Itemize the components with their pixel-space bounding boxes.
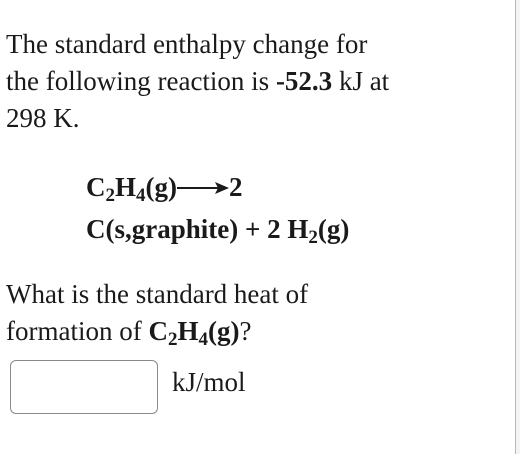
reactant-h: H — [115, 172, 137, 202]
formula-state: (g) — [207, 316, 240, 346]
product-h-subscript: 2 — [308, 227, 318, 248]
formula-c: C — [148, 316, 168, 346]
prompt-line-2 — [6, 313, 466, 350]
reactant-c-subscript: 2 — [105, 185, 115, 206]
reaction-equation — [86, 166, 349, 250]
question-line-2-suffix: kJ at — [332, 66, 390, 96]
prompt-text — [6, 276, 466, 350]
product-coefficient: 2 — [229, 172, 243, 202]
question-line-2-prefix: the following reaction is — [6, 66, 276, 96]
question-line-1: The standard enthalpy change for — [6, 29, 368, 59]
question-line-3: 298 K. — [6, 103, 80, 133]
question-line-2 — [6, 63, 466, 100]
enthalpy-value: -52.3 — [275, 66, 333, 96]
page-right-border — [515, 0, 520, 454]
formula-c-subscript: 2 — [167, 329, 178, 350]
question-text — [6, 26, 466, 137]
reactant-c: C — [86, 172, 106, 202]
reaction-line-1 — [86, 166, 349, 208]
reaction-arrow-icon — [177, 181, 229, 195]
reactant-h-subscript: 4 — [136, 185, 146, 206]
formula-h: H — [177, 316, 199, 346]
question-mark: ? — [239, 316, 252, 346]
product-graphite: C(s,graphite) + 2 H — [86, 214, 309, 244]
reaction-line-2 — [86, 208, 349, 250]
product-state: (g) — [317, 214, 350, 244]
reactant-state: (g) — [145, 172, 177, 202]
prompt-line-2-prefix: formation of — [6, 316, 149, 346]
answer-unit: kJ/mol — [172, 367, 246, 397]
prompt-line-1: What is the standard heat of — [6, 279, 309, 309]
formula-h-subscript: 4 — [198, 329, 208, 350]
answer-input[interactable] — [10, 360, 158, 414]
